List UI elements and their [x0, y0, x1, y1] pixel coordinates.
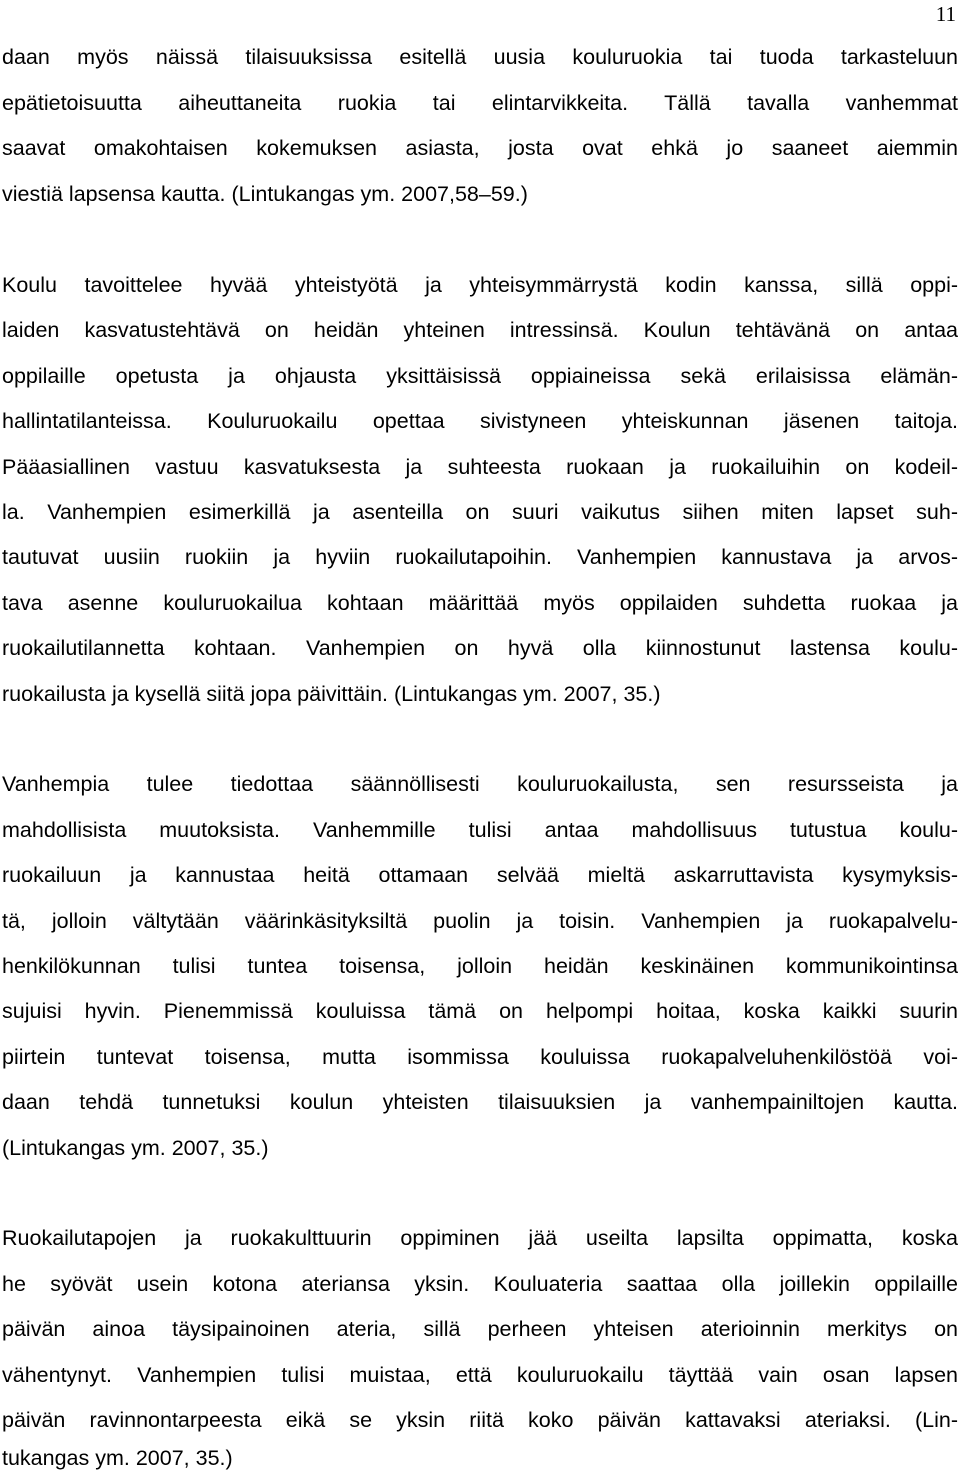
text-line: (Lintukangas ym. 2007, 35.): [2, 1136, 269, 1160]
text-line: Vanhempia tulee tiedottaa säännöllisesti kouluruokailusta, sen resursseista ja: [2, 772, 958, 796]
text-line: laiden kasvatustehtävä on heidän yhteinen intressinsä. Koulun tehtävänä on antaa: [2, 318, 958, 342]
text-line: sujuisi hyvin. Pienemmissä kouluissa tämä on helpompi hoitaa, koska kaikki suurin: [2, 999, 958, 1023]
text-line: viestiä lapsensa kautta. (Lintukangas ym. 2007,58–59.): [2, 182, 528, 206]
text-line: he syövät usein kotona ateriansa yksin. Kouluateria saattaa olla joillekin oppilaille: [2, 1272, 958, 1296]
text-line: epätietoisuutta aiheuttaneita ruokia tai elintarvikkeita. Tällä tavalla vanhemmat: [2, 91, 958, 115]
text-line: tukangas ym. 2007, 35.): [2, 1446, 233, 1470]
text-line: la. Vanhempien esimerkillä ja asenteilla on suuri vaikutus siihen miten lapset suh-: [2, 500, 958, 524]
text-line: ruokailusta ja kysellä siitä jopa päivittäin. (Lintukangas ym. 2007, 35.): [2, 682, 661, 706]
text-line: mahdollisista muutoksista. Vanhemmille tulisi antaa mahdollisuus tutustua koulu-: [2, 818, 958, 842]
text-line: päivän ravinnontarpeesta eikä se yksin riitä koko päivän kattavaksi ateriaksi. (Lin-: [2, 1408, 958, 1432]
text-line: tä, jolloin vältytään väärinkäsityksiltä puolin ja toisin. Vanhempien ja ruokapalvelu-: [2, 909, 958, 933]
text-line: tautuvat uusiin ruokiin ja hyviin ruokailutapoihin. Vanhempien kannustava ja arvos-: [2, 545, 958, 569]
text-line: henkilökunnan tulisi tuntea toisensa, jolloin heidän keskinäinen kommunikointinsa: [2, 954, 958, 978]
text-line: tava asenne kouluruokailua kohtaan määrittää myös oppilaiden suhdetta ruokaa ja: [2, 591, 958, 615]
text-line: daan tehdä tunnetuksi koulun yhteisten tilaisuuksien ja vanhempainiltojen kautta.: [2, 1090, 958, 1114]
text-line: Pääasiallinen vastuu kasvatuksesta ja suhteesta ruokaan ja ruokailuihin on kodeil-: [2, 455, 958, 479]
page-number: 11: [935, 2, 956, 26]
text-line: ruokailuun ja kannustaa heitä ottamaan selvää mieltä askarruttavista kysymyksis-: [2, 863, 958, 887]
text-line: daan myös näissä tilaisuuksissa esitellä uusia kouluruokia tai tuoda tarkasteluun: [2, 45, 958, 69]
text-line: ruokailutilannetta kohtaan. Vanhempien on hyvä olla kiinnostunut lastensa koulu-: [2, 636, 958, 660]
text-line: oppilaille opetusta ja ohjausta yksittäisissä oppiaineissa sekä erilaisissa elämän-: [2, 364, 958, 388]
text-line: Ruokailutapojen ja ruokakulttuurin oppiminen jää useilta lapsilta oppimatta, koska: [2, 1226, 958, 1250]
text-line: Koulu tavoittelee hyvää yhteistyötä ja yhteisymmärrystä kodin kanssa, sillä oppi-: [2, 273, 958, 297]
text-line: hallintatilanteissa. Kouluruokailu opettaa sivistyneen yhteiskunnan jäsenen taitoja.: [2, 409, 958, 433]
text-line: piirtein tuntevat toisensa, mutta isommissa kouluissa ruokapalveluhenkilöstöä voi-: [2, 1045, 958, 1069]
text-line: päivän ainoa täysipainoinen ateria, sillä perheen yhteisen aterioinnin merkitys on: [2, 1317, 958, 1341]
text-line: saavat omakohtaisen kokemuksen asiasta, josta ovat ehkä jo saaneet aiemmin: [2, 136, 958, 160]
text-line: vähentynyt. Vanhempien tulisi muistaa, että kouluruokailu täyttää vain osan lapsen: [2, 1363, 958, 1387]
